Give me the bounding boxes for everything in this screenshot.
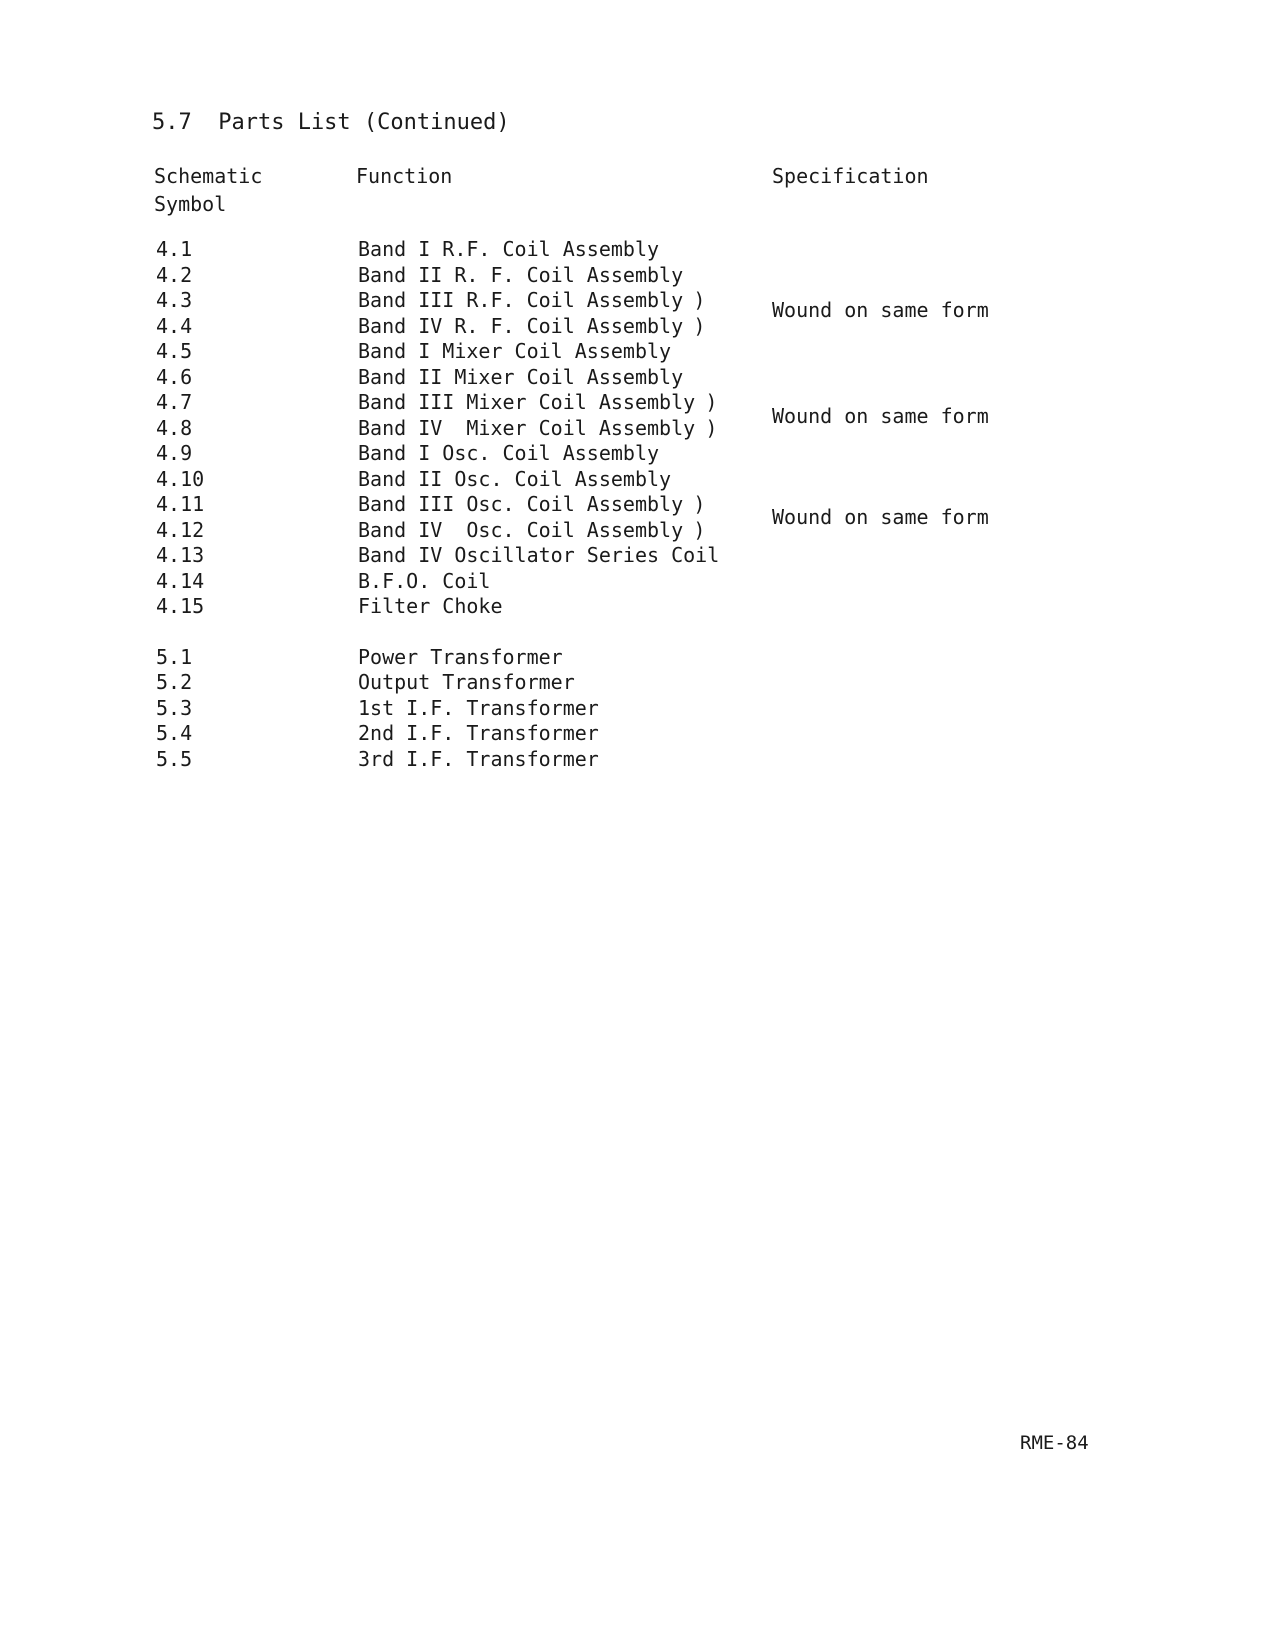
grouping-bracket: ): [705, 390, 718, 414]
part-row: [0, 263, 1275, 289]
part-symbol: 4.8: [156, 415, 193, 440]
part-symbol: 4.5: [156, 339, 193, 363]
parts-group-coils: [0, 237, 1275, 620]
part-row: [0, 288, 1275, 314]
spec-note: Wound on same form: [772, 298, 989, 322]
part-function: Filter Choke: [358, 594, 503, 618]
part-row: [0, 314, 1275, 340]
part-function: Band IV Osc. Coil Assembly: [358, 517, 684, 542]
part-function: Band II Mixer Coil Assembly: [358, 364, 684, 389]
part-symbol: 4.9: [156, 441, 193, 465]
spec-note: Wound on same form: [772, 505, 989, 529]
part-symbol: 5.3: [156, 695, 193, 720]
part-symbol: 4.11: [156, 492, 205, 516]
part-row: [0, 594, 1275, 620]
part-function: Band I Mixer Coil Assembly: [358, 339, 672, 363]
part-row: [0, 543, 1275, 569]
part-row: [0, 339, 1275, 365]
part-symbol: 5.1: [156, 644, 193, 669]
header-specification: Specification: [772, 164, 929, 188]
part-row: [0, 670, 1275, 696]
part-function: Band III Osc. Coil Assembly: [358, 492, 684, 516]
part-symbol: 4.15: [156, 594, 205, 618]
part-row: [0, 237, 1275, 263]
part-symbol: 4.3: [156, 288, 193, 312]
part-function: 1st I.F. Transformer: [358, 695, 599, 720]
part-row: [0, 441, 1275, 467]
part-function: Band II Osc. Coil Assembly: [358, 466, 672, 491]
part-row: [0, 569, 1275, 595]
document-code: RME-84: [1020, 1432, 1089, 1454]
part-row: [0, 747, 1275, 773]
part-function: Band III Mixer Coil Assembly: [358, 390, 696, 414]
part-symbol: 4.12: [156, 517, 205, 542]
part-function: B.F.O. Coil: [358, 568, 491, 593]
spec-note: Wound on same form: [772, 404, 989, 428]
part-symbol: 4.14: [156, 568, 205, 593]
part-symbol: 5.5: [156, 746, 193, 771]
grouping-bracket: ): [693, 492, 706, 516]
header-function: Function: [356, 164, 453, 188]
section-title: 5.7 Parts List (Continued): [152, 110, 510, 135]
part-function: Band IV R. F. Coil Assembly: [358, 313, 684, 338]
part-symbol: 5.4: [156, 721, 193, 745]
part-function: Band IV Oscillator Series Coil: [358, 543, 720, 567]
part-symbol: 4.10: [156, 466, 205, 491]
part-symbol: 4.2: [156, 262, 193, 287]
part-symbol: 4.7: [156, 390, 193, 414]
part-row: [0, 467, 1275, 493]
part-row: [0, 721, 1275, 747]
part-symbol: 4.1: [156, 237, 193, 261]
part-symbol: 5.2: [156, 670, 193, 694]
part-symbol: 4.6: [156, 364, 193, 389]
parts-group-transformers: [0, 645, 1275, 773]
part-function: Band II R. F. Coil Assembly: [358, 262, 684, 287]
part-row: [0, 645, 1275, 671]
part-row: [0, 390, 1275, 416]
part-function: 3rd I.F. Transformer: [358, 746, 599, 771]
grouping-bracket: ): [693, 517, 706, 542]
grouping-bracket: ): [693, 313, 706, 338]
header-symbol: Schematic Symbol: [154, 164, 263, 216]
parts-list: [0, 237, 1275, 772]
part-function: Band I R.F. Coil Assembly: [358, 237, 660, 261]
part-function: Power Transformer: [358, 644, 563, 669]
part-symbol: 4.13: [156, 543, 205, 567]
part-row: [0, 416, 1275, 442]
part-function: Output Transformer: [358, 670, 575, 694]
part-row: [0, 492, 1275, 518]
grouping-bracket: ): [705, 415, 718, 440]
group-spacer: [0, 620, 1275, 645]
part-row: [0, 518, 1275, 544]
part-row: [0, 696, 1275, 722]
part-symbol: 4.4: [156, 313, 193, 338]
part-function: Band III R.F. Coil Assembly: [358, 288, 684, 312]
grouping-bracket: ): [693, 288, 706, 312]
part-function: Band I Osc. Coil Assembly: [358, 441, 660, 465]
part-row: [0, 365, 1275, 391]
part-function: 2nd I.F. Transformer: [358, 721, 599, 745]
part-function: Band IV Mixer Coil Assembly: [358, 415, 696, 440]
